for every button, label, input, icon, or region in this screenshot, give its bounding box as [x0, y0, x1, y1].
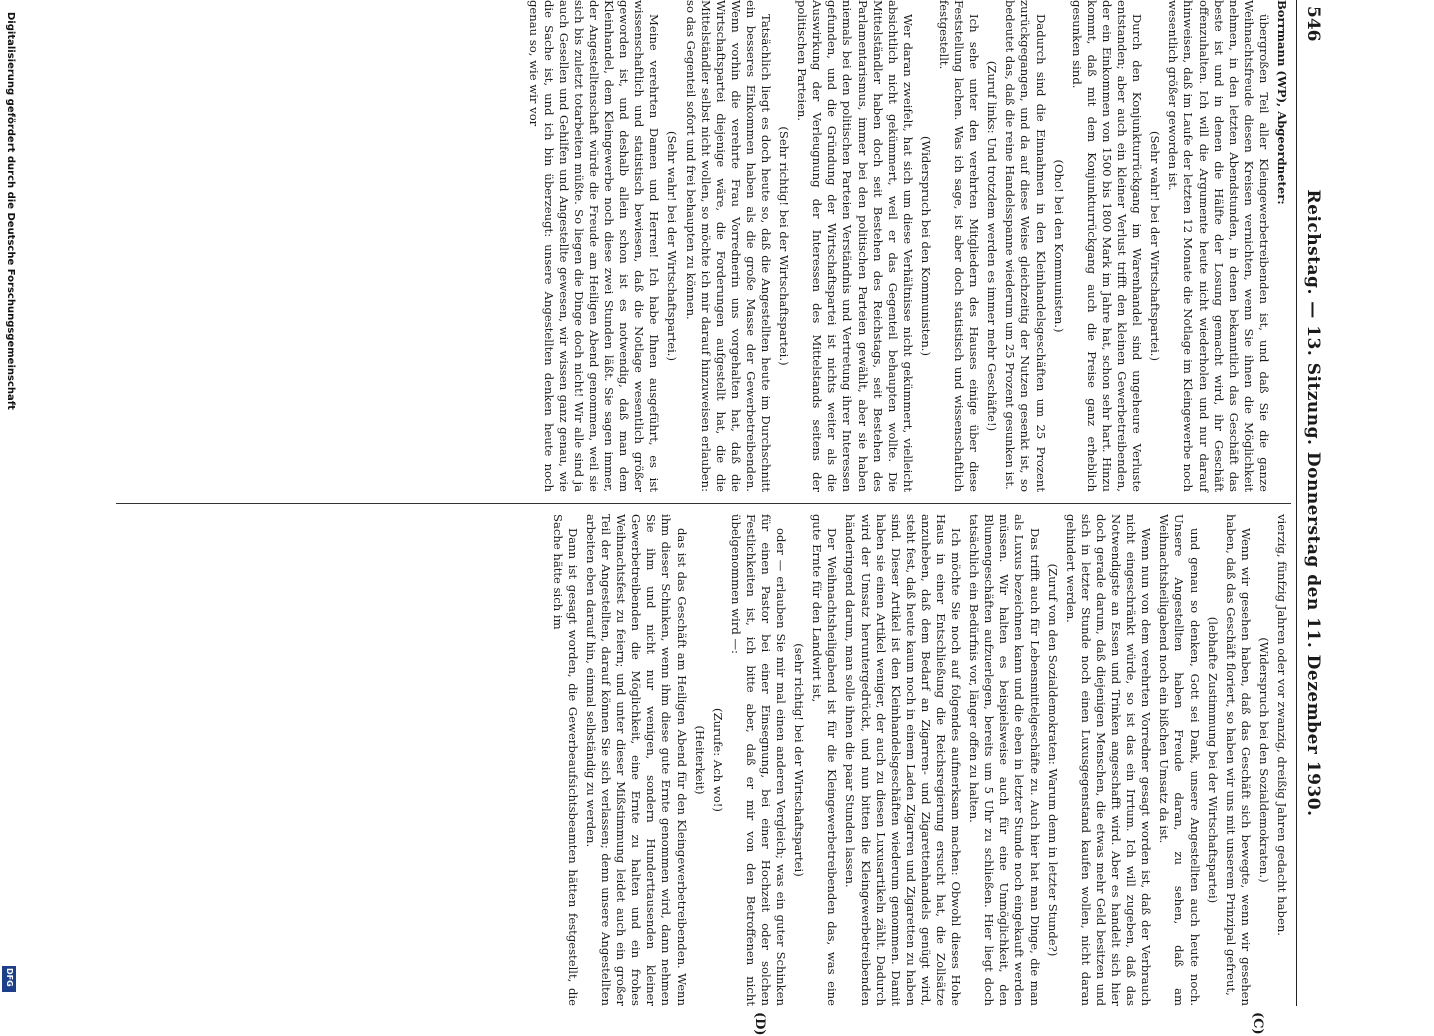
paragraph: Ich sehe unter den verehrten Mitgliedern des Hauses einige über diese Feststellung lachen. Was ich sage, ist aber doch statistisch und wissenschaftlich festgestellt. [937, 0, 982, 492]
paragraph: Der Weihnachtsheiligabend ist für die Kleingewerbetreibenden das, was eine gute Ernte für den Landwirt ist, [810, 514, 840, 1006]
interjection: (Oho! bei den Kommunisten.) [1051, 159, 1066, 333]
text-column-right [547, 514, 1289, 1006]
paragraph: Meine verehrten Damen und Herren! Ich habe Ihnen ausgeführt, es ist wissenschaftlich und statistisch bewiesen, daß die Notlage wesentlich größer geworden ist, und deshalb allein schon ist es notwendig, daß man dem Kleinhandel, dem Kleingewerbe noch diese zwei Stunden läßt. Sie sagen immer, der Angestelltenschaft würde die Freude am Heiligen Abend genommen, weil sie sich bis zuletzt totarbeiten müßte. So liegen die Dinge doch nicht! Wir alle sind ja auch Gesellen und Gehilfen und Angestellte gewesen, wir wissen ganz genau, wie die Sache ist, und ich bin überzeugt: unsere Angestellten denken heute noch genau so, wie wir vor [526, 0, 662, 492]
digitization-credit [4, 12, 18, 996]
paragraph: das ist das Geschäft am Heiligen Abend für den Kleingewerbetreibenden. Wenn ihm dieser Schinken, wenn ihm diese gute Ernte genommen wird, dann nehmen Sie ihm und nicht nur wenigen, sondern Hunderttausenden kleiner Gewerbetreibenden die Möglichkeit, eine Ernte zu halten und ein frohes Weihnachtsfest zu feiern; und unter dieser Mißstimmung leidet auch ein großer Teil der Angestellten, darauf können Sie sich verlassen; denn unsere Angestellten arbeiten eben darauf hin, einmal selbständig zu werden. [583, 514, 689, 1006]
interjection: (Heiterkeit) [692, 725, 707, 795]
paragraph: Dadurch sind die Einnahmen in den Kleinhandelsgeschäften um 25 Prozent zurückgegangen, und da auf diese Weise gleichzeitig der Nutzen gesenkt ist, so bedeutet das, daß die reine Handelsspanne wiederum um 25 Prozent gesunken ist. [1003, 0, 1048, 492]
paragraph: oder — erlauben Sie mir mal einen anderen Vergleich; was ein guter Schinken für einen Pastor bei einer Einsegnung, bei einer Hochzeit oder solchen Festlichkeiten ist, ich bitte aber, daß er mir von den Betroffenen nicht übelgenommen wird —: [728, 514, 789, 1006]
paragraph: vierzig, fünfzig Jahren oder vor zwanzig, dreißig Jahren gedacht haben. [1275, 514, 1289, 936]
interjection: (Sehr wahr! bei der Wirtschaftspartei.) [665, 130, 680, 362]
interjection: (Widerspruch bei den Sozialdemokraten.) [1256, 637, 1271, 883]
paragraph: Das trifft auch für Lebensmittelgeschäfte zu. Auch hier hat man Dinge, die man als Luxus bezeichnen kann und die eben in letzter Stunde noch eingekauft werden müssen. Wir halten es beispielsweise auch für eine Unmöglichkeit, den Blumengeschäften aufzuerlegen, bereits um 5 Uhr zu schließen. Hier liegt doch tatsächlich ein Bedürfnis vor, länger offen zu halten. [967, 514, 1042, 1006]
dfg-logo: DFG [2, 966, 16, 992]
interjection: (Sehr richtig! bei der Wirtschaftspartei.) [777, 126, 792, 366]
page-header [1297, 0, 1327, 1006]
paragraph: Borrmann (WP), Abgeordneter: [1275, 0, 1289, 205]
paragraph: übergroßen Teil aller Kleingewerbetreibenden ist, und daß Sie die ganze Weihnachtsfreude diesen Kreisen vernichten, wenn Sie ihnen die Möglichkeit nehmen, in den letzten Abendstunden, in denen bekanntlich das Geschäft das beste ist und in denen die Hälfte der Losung gemacht wird, ihr Geschäft offenzuhalten. Ich will die Argumente heute nicht wiederholen und nur darauf hinweisen, daß im Laufe der letzten 12 Monate die Notlage im Kleingewerbe noch wesentlich größer geworden ist. [1166, 0, 1271, 492]
paragraph: Wenn nun von dem verehrten Vorredner gesagt worden ist, daß der Verbrauch nicht eingeschränkt würde, so ist das ein Irrtum. Ich will zugeben, daß das Notwendigste an Essen und Trinken angeschafft wird. Aber es handelt sich hier doch gerade darum, daß diejenigen Menschen, die etwas mehr Geld besitzen und sich in letzter Stunde noch einen Luxusgegenstand kaufen wollen, nicht daran gehindert werden. [1063, 514, 1154, 1006]
paragraph: Tatsächlich liegt es doch heute so, daß die Angestellten heute im Durchschnitt ein besseres Einkommen haben als die große Masse der Gewerbetreibenden. Wenn vorhin die verehrte Frau Vorrednerin uns vorgehalten hat, daß die Wirtschaftspartei diejenige wäre, die Forderungen aufgestellt hat, die die Mittelständler selbst nicht wollen, so möchte ich mir darauf hinzuweisen erlauben: so das Gegenteil sofort und frei behaupten zu können. [683, 0, 773, 492]
text-column-left [523, 0, 1290, 492]
interjection: (Widerspruch bei den Kommunisten.) [918, 135, 933, 356]
margin-marker-c: (C) [1250, 1012, 1265, 1035]
interjection: (Zurufe: Ach wo!) [710, 708, 725, 812]
margin-marker-d: (D) [752, 1012, 767, 1036]
header-rule [1296, 0, 1297, 1006]
interjection: (sehr richtig! bei der Wirtschaftspartei) [792, 643, 807, 877]
interjection: (Sehr wahr! bei der Wirtschaftspartei.) [1148, 130, 1163, 362]
interjection: (lebhafte Zustimmung bei der Wirtschaftspartei) [1205, 616, 1220, 904]
footer-text: Digitalisierung gefördert durch die Deutsche Forschungsgemeinschaft [5, 12, 16, 410]
paragraph: Wer daran zweifelt, hat sich um diese Verhältnisse nicht gekümmert, vielleicht absichtlich nicht gekümmert, weil er das Gegenteil behaupten wollte. Die Mittelständler haben doch seit Bestehen des Reichstags, seit Bestehen des Parlamentarismus, immer bei den politischen Parteien gewählt, aber sie haben niemals bei den politischen Parteien Verständnis und Vertretung ihrer Interessen gefunden, und die Gründung der Wirtschaftspartei ist nichts weiter als die Auswirkung der Verleugnung der Interessen des Mittelstands seitens der politischen Parteien. [795, 0, 915, 492]
interjection: (Zuruf von den Sozialdemokraten: Warum denn in letzter Stunde?) [1045, 563, 1060, 957]
page-number: 546 [1303, 6, 1323, 42]
document-page [112, 0, 1327, 1036]
paragraph: Durch den Konjunkturrückgang im Warenhandel sind ungeheure Verluste entstanden; aber auch ein kleiner Verlust trifft den kleinen Gewerbetreibenden, der ein Einkommen von 1500 bis 1800 Mark im Jahre hat, schon sehr hart. Hinzu kommt, daß mit dem Konjunkturrückgang auch die Preise ganz erheblich gesunken sind. [1069, 0, 1145, 492]
column-rule [116, 503, 1291, 504]
running-head: Reichstag. — 13. Sitzung. Donnerstag den 11. Dezember 1930. [1303, 189, 1323, 817]
paragraph: Dann ist gesagt worden, die Gewerbeaufsichtsbeamten hätten festgestellt, die Sache hätte sich im [550, 514, 580, 1006]
interjection: (Zuruf links: Und trotzdem werden es immer mehr Geschäfte!) [985, 60, 1000, 432]
paragraph: Ich möchte Sie noch auf folgendes aufmerksam machen: Obwohl dieses Hohe Haus in einer Entschließung die Reichsregierung ersucht hat, die Zollsätze anzuheben, daß dem Bedarf an Zigarren- und Zigarettenhandels genügt wird, steht fest, daß heute kaum noch in einem Laden Zigarren und Zigaretten zu haben sind. Dieser Artikel ist den Kleinhandelsgeschäften wiederum genommen. Damit haben sie einen Artikel weniger, der auch zu diesen Luxusartikeln zählt. Dadurch wird der Umsatz heruntergedrückt, und nun bitten die Kleingewerbetreibenden händeringend darum, man solle ihnen die paar Stunden lassen. [843, 514, 964, 1006]
paragraph: Wenn wir gesehen haben, daß das Geschäft sich bewegte, wenn wir gesehen haben, daß das Geschäft floriert, so haben wir uns mit unserem Prinzipal gefreut, [1223, 514, 1253, 1006]
paragraph: und genau so denken, Gott sei Dank, unsere Angestellten auch heute noch. Unsere Angestellten haben Freude daran, zu sehen, daß am Weihnachtsheiligabend noch ein bißchen Umsatz da ist. [1157, 514, 1202, 1006]
